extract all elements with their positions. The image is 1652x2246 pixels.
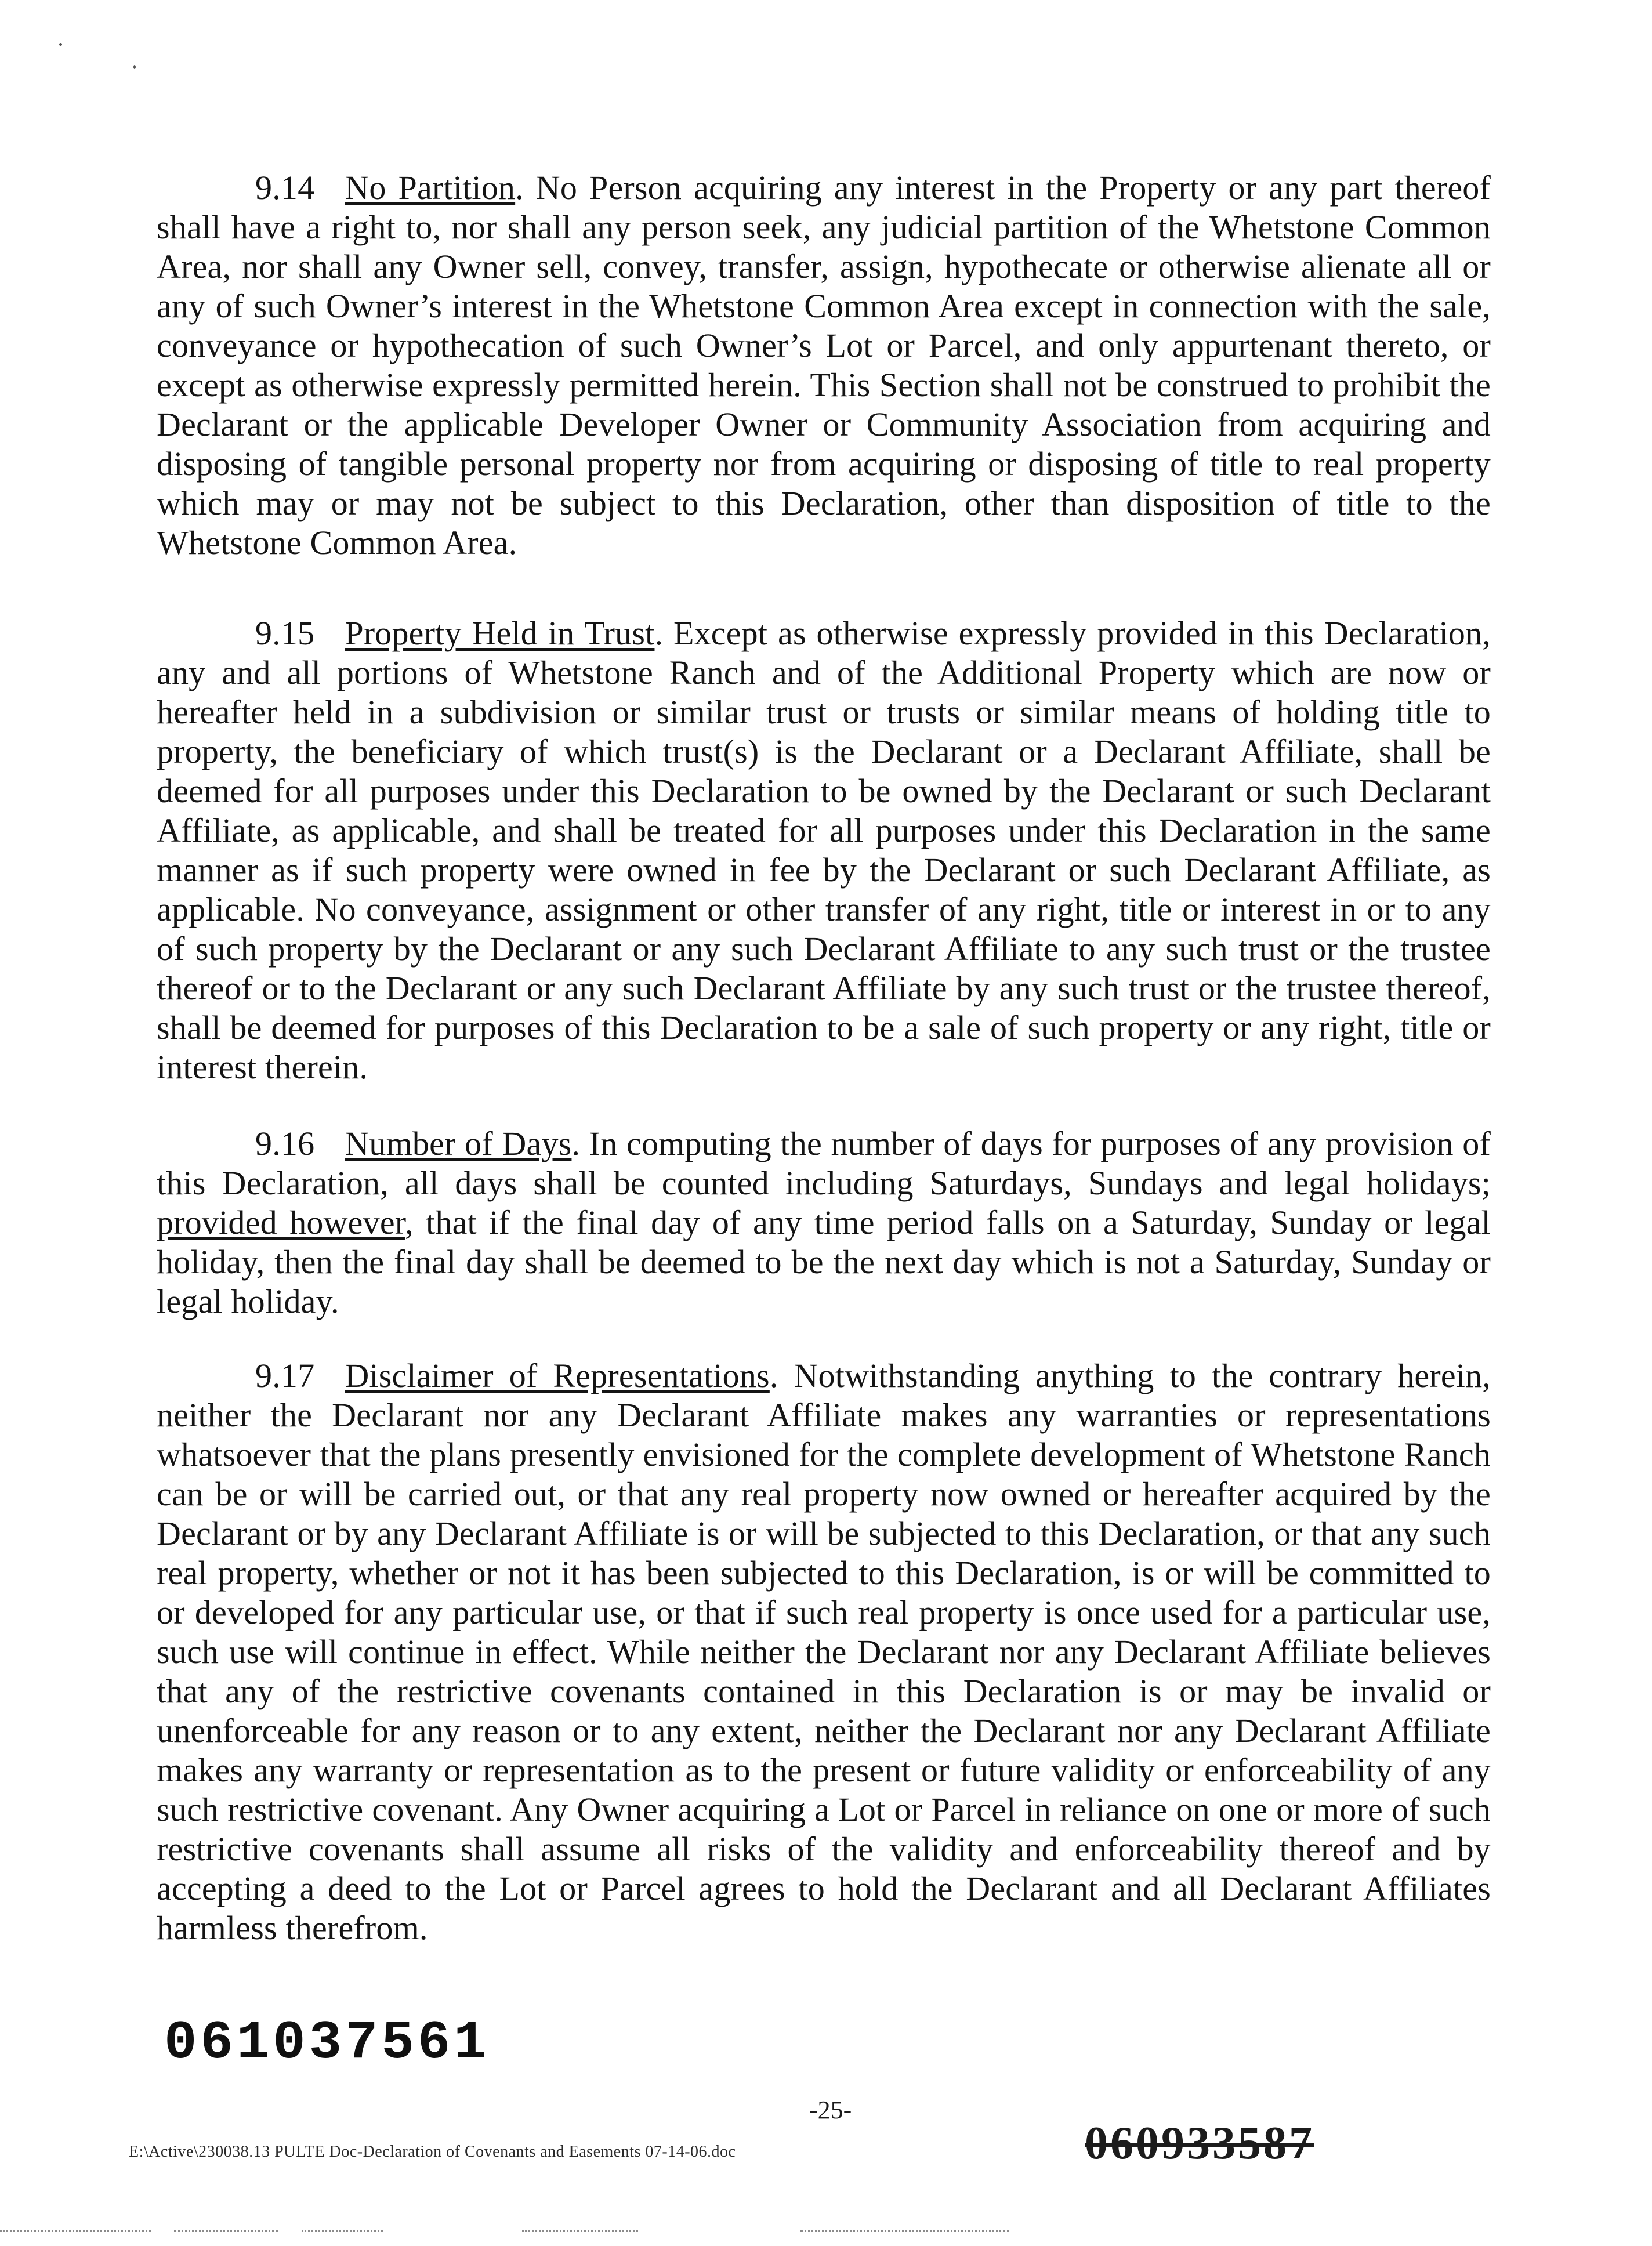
section-title: Number of Days bbox=[345, 1125, 572, 1162]
section-body: . No Person acquiring any interest in the Property or any part thereof shall have a right to, nor shall any person seek, any judicial partition of the Whetstone Common Area, nor shall any Owner sell, convey, transfer, assign, hypothecate or otherwise alienate all or any of such Owner’s interest in the Whetstone Common Area except in connection with the sale, conveyance or hypothecation of such Owner’s Lot or Parcel, and only appurtenant thereto, or except as otherwise expressly permitted herein. This Section shall not be construed to prohibit the Declarant or the applicable Developer Owner or Community Association from acquiring and disposing of tangible personal property nor from acquiring or disposing of title to real property which may or may not be subject to this Declaration, other than disposition of title to the Whetstone Common Area. bbox=[157, 169, 1491, 562]
section-9-14 bbox=[157, 168, 1491, 563]
section-title: No Partition bbox=[345, 169, 516, 207]
section-body: . Except as otherwise expressly provided in this Declaration, any and all portions of Whetstone Ranch and of the Additional Property which are now or hereafter held in a subdivision or similar trust or trusts or similar means of holding title to property, the beneficiary of which trust(s) is the Declarant or a Declarant Affiliate, shall be deemed for all purposes under this Declaration to be owned by the Declarant or such Declarant Affiliate, as applicable, and shall be treated for all purposes under this Declaration in the same manner as if such property were owned in fee by the Declarant or such Declarant Affiliate, as applicable. No conveyance, assignment or other transfer of any right, title or interest in or to any of such property by the Declarant or any such Declarant Affiliate to any such trust or the trustee thereof or to the Declarant or any such Declarant Affiliate by any such trust or the trustee thereof, shall be deemed for purposes of this Declaration to be a sale of such property or any right, title or interest therein. bbox=[157, 614, 1491, 1086]
file-path-footer: E:\Active\230038.13 PULTE Doc-Declaration of Covenants and Easements 07-14-06.doc bbox=[129, 2143, 736, 2161]
scan-artifact-line bbox=[522, 2230, 638, 2234]
section-title: Property Held in Trust bbox=[345, 614, 655, 652]
section-number: 9.17 bbox=[255, 1357, 315, 1394]
scan-artifact-line bbox=[302, 2230, 383, 2234]
section-body-continued: , that if the final day of any time period falls on a Saturday, Sunday or legal holiday, then the final day shall be deemed to be the next day which is not a Saturday, Sunday or legal holiday. bbox=[157, 1204, 1491, 1320]
struck-out-number: 060933587 bbox=[1085, 2118, 1314, 2169]
section-number: 9.16 bbox=[255, 1125, 315, 1162]
section-body: . In computing the number of days for purposes of any provision of this Declaration, all days shall be counted including Saturdays, Sundays and legal holidays; bbox=[157, 1125, 1491, 1202]
section-title: Disclaimer of Representations bbox=[345, 1357, 770, 1394]
recording-document-number: 061037561 bbox=[164, 2013, 490, 2074]
section-number: 9.14 bbox=[255, 169, 315, 207]
section-body: . Notwithstanding anything to the contrary herein, neither the Declarant nor any Declarant Affiliate makes any warranties or representations whatsoever that the plans presently envisioned for the complete development of Whetstone Ranch can be or will be carried out, or that any real property now owned or hereafter acquired by the Declarant or by any Declarant Affiliate is or will be subjected to this Declaration, or that any such real property, whether or not it has been subjected to this Declaration, is or will be committed to or developed for any particular use, or that if such real property is once used for a particular use, such use will continue in effect. While neither the Declarant nor any Declarant Affiliate believes that any of the restrictive covenants contained in this Declaration is or may be invalid or unenforceable for any reason or to any extent, neither the Declarant nor any Declarant Affiliate makes any warranty or representation as to the present or future validity or enforceability of any such restrictive covenant. Any Owner acquiring a Lot or Parcel in reliance on one or more of such restrictive covenants shall assume all risks of the validity and enforceability thereof and by accepting a deed to the Lot or Parcel agrees to hold the Declarant and all Declarant Affiliates harmless therefrom. bbox=[157, 1357, 1491, 1947]
section-9-15 bbox=[157, 614, 1491, 1087]
scan-artifact-line bbox=[0, 2230, 151, 2234]
section-number: 9.15 bbox=[255, 614, 315, 652]
scan-artifact-line bbox=[174, 2230, 278, 2234]
scan-speck bbox=[59, 43, 62, 46]
page-number: -25- bbox=[809, 2096, 852, 2124]
scan-artifact-line bbox=[800, 2230, 1009, 2234]
emphasis-text: provided however bbox=[157, 1204, 405, 1241]
scan-speck bbox=[133, 65, 136, 69]
section-9-17 bbox=[157, 1356, 1491, 1948]
section-9-16 bbox=[157, 1124, 1491, 1321]
